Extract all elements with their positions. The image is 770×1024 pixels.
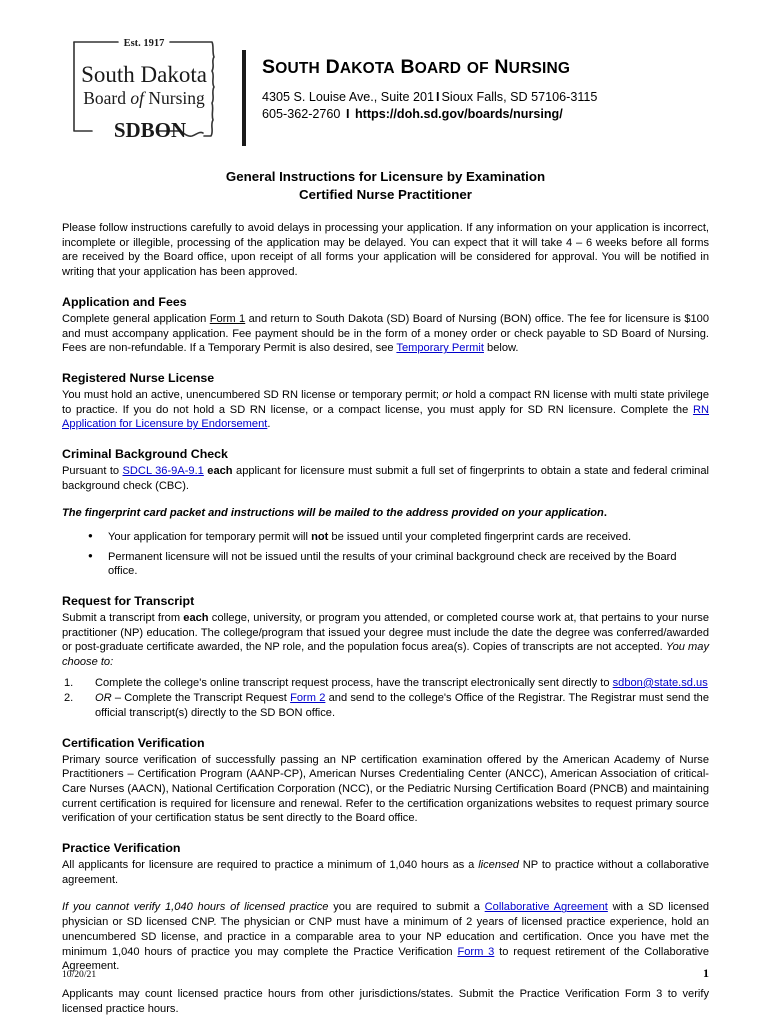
contact-line — [262, 107, 710, 121]
footer-revision-date: 10/20/21 — [62, 969, 97, 980]
document-title — [62, 168, 709, 204]
logo-line1: South Dakota — [81, 62, 207, 87]
logo-line2 — [83, 88, 205, 108]
link-sdbon-email[interactable]: sdbon@state.sd.us — [612, 676, 708, 689]
spacer — [62, 887, 709, 900]
logo-est-label: Est. 1917 — [123, 38, 165, 49]
link-temporary-permit[interactable]: Temporary Permit — [396, 342, 484, 355]
rn-text-2: hold a compact RN license with multi state privilege to practice. If you do not hold a SD RN license, or a compact license, you must apply for SD RN licensure. Complete the — [62, 388, 709, 416]
intro-paragraph: Please follow instructions carefully to avoid delays in processing your application. If any information on your application is incorrect, incomplete or illegible, processing of the application may be delayed. You can expect that it will take 4 – 6 weeks before all forms are received by the Board office, upon receipt of all forms your application will be considered for approval. You will be notified in writing that your application has been approved. — [62, 222, 709, 279]
city-state-zip: Sioux Falls, SD 57106-3115 — [441, 90, 598, 104]
logo-line2-c: Nursing — [144, 88, 205, 108]
numitem-2-text-2: and send to the college's Office of the Registrar. The Registrar must send the official transcript(s) directly to the SD BON office. — [95, 692, 709, 719]
practice-p2-text-1: you are required to submit a — [328, 901, 485, 914]
app-fees-text-1: Complete general application — [62, 312, 210, 325]
rn-italic-or: or — [442, 388, 453, 401]
numitem-1-text: Complete the college's online transcript request process, have the transcript electronically sent directly to — [95, 676, 613, 689]
logo-acronym: SDBON — [113, 118, 187, 142]
logo-line2-b: of — [130, 88, 145, 108]
app-fees-text-3: below. — [483, 342, 519, 355]
website-url[interactable]: https://doh.sd.gov/boards/nursing/ — [354, 107, 563, 121]
contact-separator-icon: I — [345, 107, 350, 121]
org-name-s5: N — [494, 56, 509, 78]
sdbon-logo — [62, 30, 234, 148]
bullet-2-text-1: Permanent licensure will not be issued until the results of your criminal background check are received by the Board office. — [108, 550, 677, 578]
heading-application-and-fees: Application and Fees — [62, 294, 187, 309]
link-form-2[interactable]: Form 2 — [290, 692, 326, 705]
org-name-w2: AKOTA — [339, 60, 395, 77]
page-footer — [62, 966, 709, 981]
phone-number: 605-362-2760 — [262, 107, 341, 121]
address-line — [262, 90, 710, 104]
list-item — [62, 550, 709, 579]
numitem-2-text-1: – Complete the Transcript Request — [111, 692, 291, 705]
cbc-text-1: Pursuant to — [62, 465, 123, 478]
list-item — [62, 691, 709, 720]
link-collaborative-agreement[interactable]: Collaborative Agreement — [484, 901, 608, 914]
list-item — [62, 530, 709, 545]
org-name-w3: OARD — [414, 60, 462, 77]
cbc-bullet-list — [62, 530, 709, 579]
practice-p1-text-1: All applicants for licensure are required to practice a minimum of 1,040 hours as a — [62, 859, 479, 872]
cbc-bold-each: each — [207, 465, 233, 478]
spacer — [62, 493, 709, 506]
list-item — [62, 676, 709, 691]
link-sdcl-statute[interactable]: SDCL 36-9A-9.1 — [122, 465, 204, 478]
footer-page-number: 1 — [703, 966, 709, 980]
numitem-2-italic-or: OR — [95, 692, 112, 705]
bullet-1-text-1: Your application for temporary permit will — [108, 531, 312, 544]
org-name-w5: URSING — [508, 60, 571, 77]
organization-name — [262, 56, 710, 79]
street-address: 4305 S. Louise Ave., Suite 201 — [262, 90, 435, 104]
org-name-s1: S — [262, 56, 276, 78]
title-line-2: Certified Nurse Practitioner — [299, 187, 472, 202]
link-form-1[interactable]: Form 1 — [209, 312, 246, 325]
fingerprint-emphasis-text: The fingerprint card packet and instructions will be mailed to the address provided on your application — [62, 507, 604, 520]
paragraph-certification-verification: Primary source verification of successfully passing an NP certification examination offered by the American Academy of Nurse Practitioners – Certification Program (AANP-CP), American Nurses Credentialing Center (ANCC), American Association of critical-Care Nurses (AACN), National Certification Corporation (NCC), or the Pediatric Nursing Certification Board (PNCB) and maintaining current certification is required for licensure and renewal. Refer to the certification organizations websites to request primary source verification of your certification status be sent directly to the Board office. — [62, 753, 709, 825]
bullet-1-bold-not: not — [311, 531, 329, 544]
practice-p2-text-3: to request retirement of the Collaborative Agreement. — [62, 945, 709, 973]
transcript-text-2: college, university, or program you attended, or completed course work at, that pertains to your nurse practitioner (NP) education. The college/program that issued your degree must include the date the degree was conferred/awarded or post-graduate certificate awarded, the NP role, and the population focus area(s). Copies of transcripts are not accepted. — [62, 611, 709, 654]
org-name-w1: OUTH — [275, 60, 320, 77]
letterhead-text — [262, 30, 710, 121]
heading-criminal-background-check: Criminal Background Check — [62, 447, 228, 462]
transcript-text-1: Submit a transcript from — [62, 611, 184, 624]
logo-line2-a: Board — [83, 88, 131, 108]
link-rn-application-endorsement[interactable]: RN Application for Licensure by Endorsement — [62, 403, 709, 431]
paragraph-request-for-transcript — [62, 611, 709, 670]
link-form-3[interactable]: Form 3 — [457, 945, 495, 958]
rn-text-3: . — [267, 418, 271, 431]
cbc-text-3: applicant for licensure must submit a full set of fingerprints to obtain a state and federal criminal background check (CBC). — [62, 465, 709, 492]
paragraph-fingerprint-emphasis — [62, 506, 709, 521]
org-name-s3: B — [400, 56, 415, 78]
paragraph-registered-nurse-license — [62, 388, 709, 432]
letterhead-divider — [242, 50, 246, 146]
transcript-italic-choose: You may choose to: — [62, 641, 709, 669]
paragraph-practice-verification-2 — [62, 900, 709, 974]
heading-certification-verification: Certification Verification — [62, 735, 205, 750]
practice-p2-italic-lead: If you cannot verify 1,040 hours of licensed practice — [62, 901, 329, 914]
transcript-numbered-list — [62, 676, 709, 721]
app-fees-text-2: and return to South Dakota (SD) Board of Nursing (BON) office. The fee for licensure is $100 and must accompany application. Fee payment should be in the form of a money order or check payable to SD Board of Nursing. Fees are non-refundable. If a Temporary Permit is also desired, see — [62, 312, 710, 355]
heading-registered-nurse-license: Registered Nurse License — [62, 370, 215, 385]
bullet-1-text-2: be issued until your completed fingerprint cards are received. — [328, 531, 632, 544]
heading-practice-verification: Practice Verification — [62, 841, 181, 856]
fingerprint-emphasis-period: . — [603, 507, 607, 520]
org-name-s2: D — [325, 56, 340, 78]
practice-p1-italic-licensed: licensed — [478, 859, 519, 872]
document-body — [62, 168, 709, 1016]
practice-p2-text-2: with a SD licensed physician or SD licensed CNP. The physician or CNP must have a minimum of 2 years of licensed practice experience, hold an unencumbered SD license, and practice in a comparable area to your NP education and certification. Once you have met the minimum 1,040 hours of practice you may complete the Practice Verification — [62, 901, 710, 958]
heading-request-for-transcript: Request for Transcript — [62, 593, 195, 608]
practice-p1-text-2: NP to practice without a collaborative agreement. — [62, 859, 709, 886]
paragraph-practice-verification-3: Applicants may count licensed practice hours from other jurisdictions/states. Submit the Practice Verification Form 3 to verify licensed practice hours. — [62, 987, 709, 1015]
rn-text-1: You must hold an active, unencumbered SD RN license or temporary permit; — [62, 388, 443, 401]
paragraph-criminal-background-check — [62, 464, 709, 493]
transcript-bold-each: each — [183, 611, 209, 624]
org-name-w4: OF — [466, 60, 489, 77]
paragraph-application-and-fees — [62, 312, 709, 356]
title-line-1: General Instructions for Licensure by Examination — [225, 169, 546, 184]
letterhead — [62, 30, 710, 148]
paragraph-practice-verification-1 — [62, 858, 709, 887]
address-separator-icon: I — [436, 90, 440, 104]
